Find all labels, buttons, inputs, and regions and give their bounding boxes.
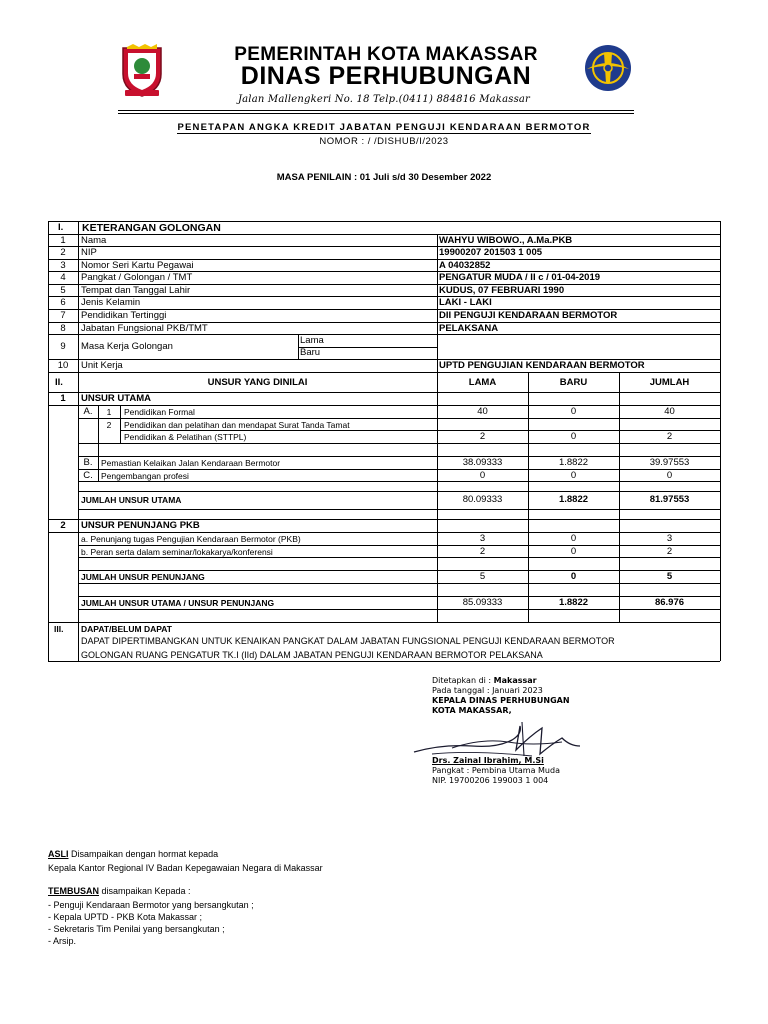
row-value: UPTD PENGUJIAN KENDARAAN BERMOTOR — [439, 360, 645, 371]
b-lama: 38.09333 — [462, 457, 503, 468]
item-c-label: C. — [83, 470, 93, 481]
item-b-label: B. — [83, 457, 93, 468]
section2-number: II. — [55, 377, 63, 388]
government-title: PEMERINTAH KOTA MAKASSAR — [234, 44, 538, 65]
tembusan-item: - Kepala UPTD - PKB Kota Makassar ; — [48, 912, 203, 922]
section1-number: I. — [58, 222, 64, 233]
asli-text: Disampaikan dengan hormat kepada — [68, 849, 219, 859]
penunjang-a-baru: 0 — [570, 533, 577, 544]
asli-recipient: Kepala Kantor Regional IV Badan Kepegawaian Negara di Makassar — [48, 863, 323, 873]
row-number: 7 — [60, 310, 66, 321]
section3-number: III. — [54, 624, 64, 634]
assessment-period: MASA PENILAIN : 01 Juli s/d 30 Desember 2022 — [276, 172, 492, 183]
a2-lama: 2 — [479, 431, 486, 442]
penunjang-b-baru: 0 — [570, 546, 577, 557]
row-label: Pendidikan Tertinggi — [81, 310, 167, 321]
section3-title: DAPAT/BELUM DAPAT — [81, 624, 172, 634]
b-baru: 1.8822 — [558, 457, 589, 468]
tembusan-text: disampaikan Kepada : — [99, 886, 191, 896]
section2-title: UNSUR YANG DINILAI — [207, 377, 308, 388]
row-number: 10 — [57, 360, 69, 371]
row-value: DII PENGUJI KENDARAAN BERMOTOR — [439, 310, 618, 321]
item-c-text: Pengembangan profesi — [101, 471, 189, 481]
penunjang-a-text: a. Penunjang tugas Pengujian Kendaraan Bermotor (PKB) — [81, 534, 301, 544]
row-number: 1 — [60, 235, 66, 246]
penunjang-a-jumlah: 3 — [666, 533, 673, 544]
penunjang-b-jumlah: 2 — [666, 546, 673, 557]
row-value: PELAKSANA — [439, 323, 499, 334]
a1-jumlah: 40 — [664, 406, 675, 417]
item-a2-number: 2 — [106, 420, 112, 430]
row-label: Nama — [81, 235, 107, 246]
asli-line — [48, 849, 218, 860]
jabatan-line1: KEPALA DINAS PERHUBUNGAN — [432, 696, 570, 705]
a2-baru: 0 — [570, 431, 577, 442]
item-b-text: Pemastian Kelaikan Jalan Kendaraan Bermotor — [101, 458, 281, 468]
signatory-rank: Pangkat : Pembina Utama Muda — [432, 766, 560, 775]
item-a2-label: Pendidikan dan pelatihan dan mendapat Surat Tanda Tamat — [124, 420, 350, 430]
office-address: Jalan Mallengkeri No. 18 Telp.(0411) 884816 Makassar — [237, 94, 531, 105]
jumlah-utama-baru: 1.8822 — [558, 494, 589, 505]
header-rule — [118, 110, 634, 111]
utama-title: UNSUR UTAMA — [81, 393, 152, 404]
signatory-name: Drs. Zainal Ibrahim, M.Si — [432, 756, 544, 765]
ministry-transport-logo-icon — [583, 43, 633, 93]
signatory-nip: NIP. 19700206 199003 1 004 — [432, 776, 549, 785]
penunjang-a-lama: 3 — [479, 533, 486, 544]
row-number: 2 — [60, 247, 66, 258]
jumlah-penunjang-label: JUMLAH UNSUR PENUNJANG — [81, 572, 205, 582]
utama-number: 1 — [60, 393, 66, 404]
jumlah-utama-lama: 80.09333 — [462, 494, 503, 505]
row-number: 4 — [60, 272, 66, 283]
a1-lama: 40 — [477, 406, 488, 417]
penunjang-number: 2 — [60, 520, 66, 531]
c-lama: 0 — [479, 470, 486, 481]
row-value: WAHYU WIBOWO., A.Ma.PKB — [439, 235, 573, 246]
b-jumlah: 39.97553 — [649, 457, 690, 468]
tembusan-line — [48, 886, 191, 897]
row-number: 3 — [60, 260, 66, 271]
column-header-baru: BARU — [559, 377, 588, 388]
row-value: KUDUS, 07 FEBRUARI 1990 — [439, 285, 565, 296]
penunjang-b-lama: 2 — [479, 546, 486, 557]
row-label: NIP — [81, 247, 97, 258]
a2-jumlah: 2 — [666, 431, 673, 442]
penunjang-b-text: b. Peran serta dalam seminar/lokakarya/konferensi — [81, 547, 273, 557]
row-label: Nomor Seri Kartu Pegawai — [81, 260, 194, 271]
masa-kerja-baru: Baru — [300, 347, 321, 358]
department-title: DINAS PERHUBUNGAN — [240, 62, 532, 90]
item-a1-label: Pendidikan Formal — [124, 407, 195, 417]
column-header-jumlah: JUMLAH — [649, 377, 690, 388]
tanggal-line: Pada tanggal : Januari 2023 — [432, 686, 543, 695]
c-jumlah: 0 — [666, 470, 673, 481]
tembusan-item: - Penguji Kendaraan Bermotor yang bersangkutan ; — [48, 900, 254, 910]
row-number: 9 — [60, 341, 66, 352]
ditetapkan-line — [432, 676, 537, 686]
row-value: A 04032852 — [439, 260, 491, 271]
total-label: JUMLAH UNSUR UTAMA / UNSUR PENUNJANG — [81, 598, 275, 608]
tembusan-item: - Arsip. — [48, 936, 77, 946]
jumlah-penunjang-jumlah: 5 — [666, 571, 673, 582]
row-label: Unit Kerja — [81, 360, 123, 371]
section3-line1: DAPAT DIPERTIMBANGKAN UNTUK KENAIKAN PANGKAT DALAM JABATAN FUNGSIONAL PENGUJI KENDARAAN BERMOTOR — [81, 636, 615, 646]
penunjang-title: UNSUR PENUNJANG PKB — [81, 520, 200, 531]
row-label: Tempat dan Tanggal Lahir — [81, 285, 191, 296]
row-label: Masa Kerja Golongan — [81, 341, 173, 352]
header-rule-thin — [118, 113, 634, 114]
row-number: 8 — [60, 323, 66, 334]
row-value: PENGATUR MUDA / II c / 01-04-2019 — [439, 272, 601, 283]
tembusan-item: - Sekretaris Tim Penilai yang bersangkutan ; — [48, 924, 225, 934]
tembusan-label: TEMBUSAN — [48, 886, 99, 896]
section1-title: KETERANGAN GOLONGAN — [82, 222, 221, 234]
row-value: LAKI - LAKI — [439, 297, 492, 308]
item-a2-sub-label: Pendidikan & Pelatihan (STTPL) — [124, 432, 247, 442]
jabatan-line2: KOTA MAKASSAR, — [432, 706, 512, 715]
ditetapkan-label: Ditetapkan di : — [432, 676, 494, 685]
jumlah-penunjang-lama: 5 — [479, 571, 486, 582]
jumlah-penunjang-baru: 0 — [570, 571, 577, 582]
row-label: Jabatan Fungsional PKB/TMT — [81, 323, 208, 334]
document-number: NOMOR : / /DISHUB/I/2023 — [319, 136, 449, 147]
section3-line2: GOLONGAN RUANG PENGATUR TK.I (IId) DALAM JABATAN PENGUJI KENDARAAN BERMOTOR PELAKSANA — [81, 650, 543, 660]
total-lama: 85.09333 — [462, 597, 503, 608]
a1-baru: 0 — [570, 406, 577, 417]
total-jumlah: 86.976 — [654, 597, 685, 608]
item-a1-number: 1 — [106, 407, 112, 417]
row-number: 5 — [60, 285, 66, 296]
document-title-text: PENETAPAN ANGKA KREDIT JABATAN PENGUJI KENDARAAN BERMOTOR — [177, 122, 591, 133]
c-baru: 0 — [570, 470, 577, 481]
jumlah-utama-label: JUMLAH UNSUR UTAMA — [81, 495, 182, 505]
jumlah-utama-jumlah: 81.97553 — [649, 494, 690, 505]
row-value: 19900207 201503 1 005 — [439, 247, 543, 258]
item-a-label: A. — [83, 406, 93, 417]
row-label: Pangkat / Golongan / TMT — [81, 272, 193, 283]
column-header-lama: LAMA — [468, 377, 497, 388]
row-label: Jenis Kelamin — [81, 297, 141, 308]
ditetapkan-value: Makassar — [493, 676, 537, 685]
document-title — [0, 122, 768, 133]
total-baru: 1.8822 — [558, 597, 589, 608]
masa-kerja-lama: Lama — [300, 335, 324, 346]
row-number: 6 — [60, 297, 66, 308]
asli-label: ASLI — [48, 849, 69, 859]
